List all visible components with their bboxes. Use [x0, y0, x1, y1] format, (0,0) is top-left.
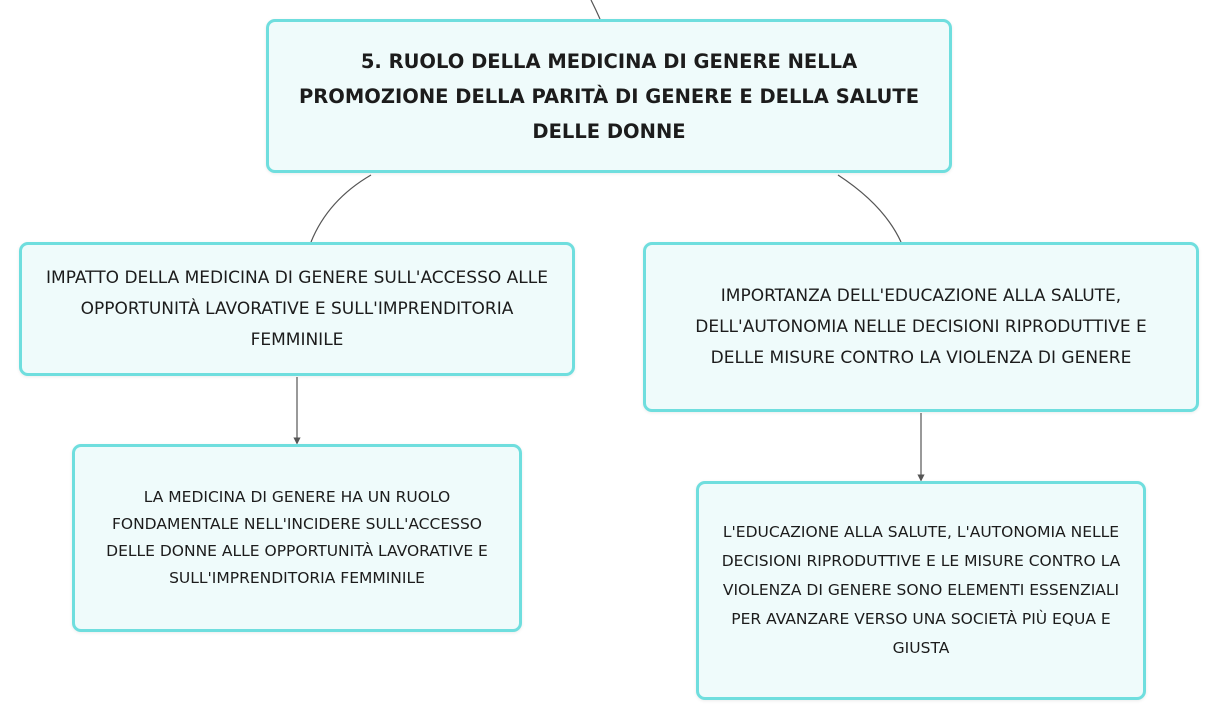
right-subtopic-text: [695, 281, 1146, 374]
root-topic-line: PROMOZIONE DELLA PARITÀ DI GENERE E DELLA SALUTE: [298, 84, 920, 108]
left-subtopic-node[interactable]: [19, 242, 575, 376]
left-detail-line: SULL'IMPRENDITORIA FEMMINILE: [169, 569, 425, 587]
root-topic-line: DELLE DONNE: [532, 119, 686, 143]
right-detail-line: PER AVANZARE VERSO UNA SOCIETÀ PIÙ EQUA E: [731, 610, 1111, 628]
right-detail-line: GIUSTA: [892, 639, 950, 657]
root-topic-line: 5. RUOLO DELLA MEDICINA DI GENERE NELLA: [360, 49, 858, 73]
right-subtopic-node[interactable]: [643, 242, 1199, 412]
left-detail-line: DELLE DONNE ALLE OPPORTUNITÀ LAVORATIVE E: [106, 542, 488, 560]
right-subtopic-line: DELLE MISURE CONTRO LA VIOLENZA DI GENERE: [710, 347, 1132, 368]
root-topic-node[interactable]: [266, 19, 952, 173]
right-detail-line: L'EDUCAZIONE ALLA SALUTE, L'AUTONOMIA NELLE: [722, 523, 1120, 541]
left-detail-line: LA MEDICINA DI GENERE HA UN RUOLO: [143, 488, 451, 506]
right-detail-node[interactable]: [696, 481, 1146, 700]
left-subtopic-text: [46, 263, 548, 356]
left-subtopic-line: IMPATTO DELLA MEDICINA DI GENERE SULL'ACCESSO ALLE: [46, 267, 548, 288]
right-subtopic-line: DELL'AUTONOMIA NELLE DECISIONI RIPRODUTTIVE E: [695, 316, 1147, 337]
root-topic-text: [299, 44, 919, 149]
connector-parent-to-root: [591, 0, 600, 19]
right-detail-text: [722, 518, 1121, 663]
left-subtopic-line: OPPORTUNITÀ LAVORATIVE E SULL'IMPRENDITORIA: [80, 298, 514, 319]
right-detail-line: VIOLENZA DI GENERE SONO ELEMENTI ESSENZIALI: [722, 581, 1120, 599]
right-subtopic-line: IMPORTANZA DELL'EDUCAZIONE ALLA SALUTE,: [720, 285, 1122, 306]
connector-root-to-left-topic: [311, 175, 371, 242]
left-detail-text: [106, 484, 488, 592]
left-detail-line: FONDAMENTALE NELL'INCIDERE SULL'ACCESSO: [111, 515, 482, 533]
connector-root-to-right-topic: [838, 175, 901, 242]
right-detail-line: DECISIONI RIPRODUTTIVE E LE MISURE CONTRO LA: [721, 552, 1121, 570]
left-detail-node[interactable]: [72, 444, 522, 632]
left-subtopic-line: FEMMINILE: [250, 329, 344, 350]
